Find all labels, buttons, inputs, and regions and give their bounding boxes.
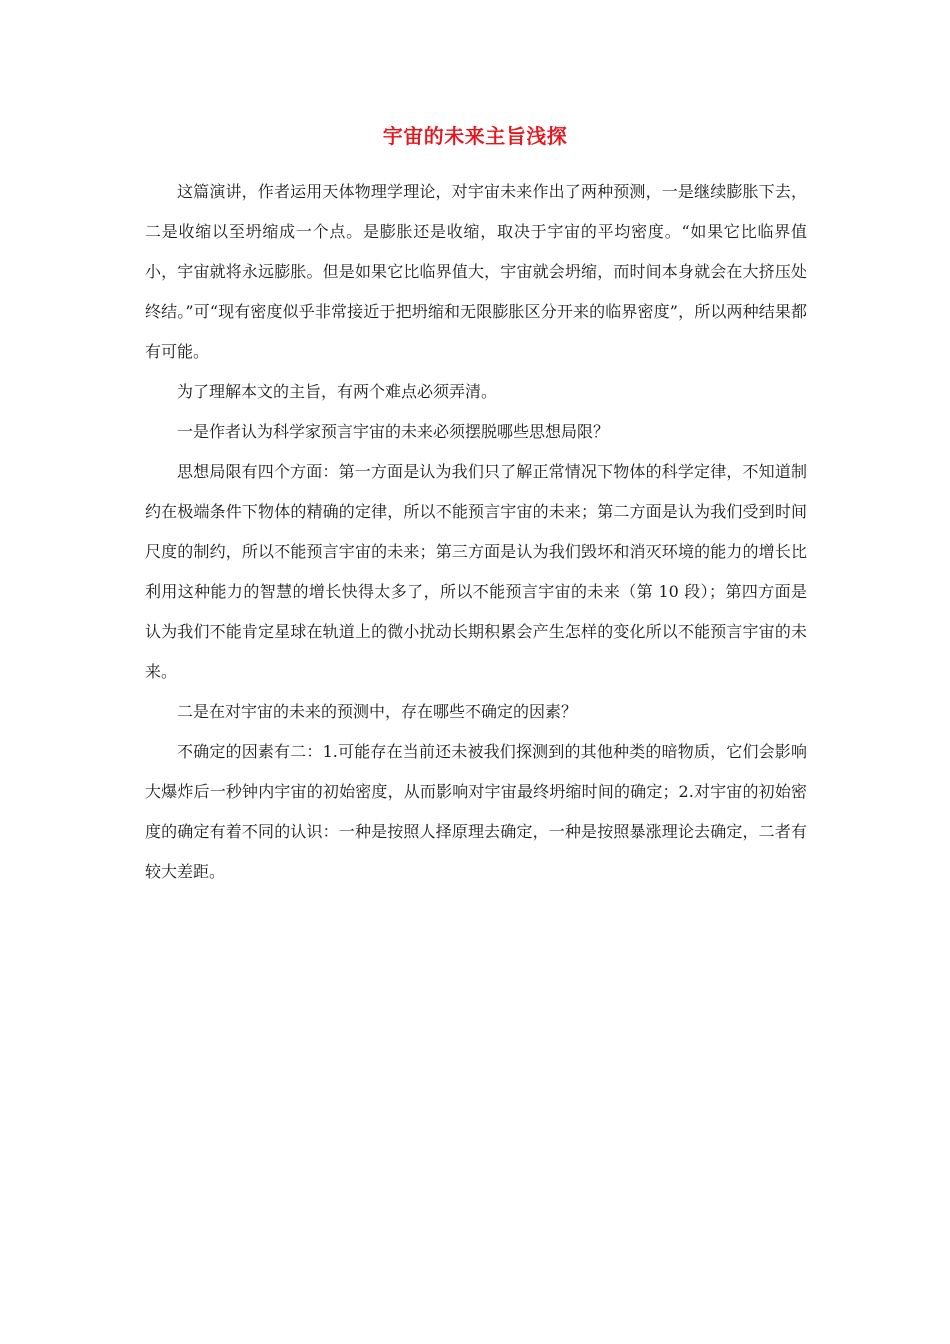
paragraph-intro: 这篇演讲，作者运用天体物理学理论，对宇宙未来作出了两种预测，一是继续膨胀下去，二是收缩以至坍缩成一个点。是膨胀还是收缩，取决于宇宙的平均密度。“如果它比临界值小，宇宙就将永远膨胀。但是如果它比临界值大，宇宙就会坍缩，而时间本身就会在大挤压处终结。”可“现有密度似乎非常接近于把坍缩和无限膨胀区分开来的临界密度”，所以两种结果都有可能。 (145, 182, 807, 361)
document-body (145, 172, 807, 892)
document-title: 宇宙的未来主旨浅探 (382, 124, 568, 148)
paragraph-difficulties: 为了理解本文的主旨，有两个难点必须弄清。 (177, 382, 498, 401)
paragraph-question-1: 一是作者认为科学家预言宇宙的未来必须摆脱哪些思想局限？ (177, 422, 610, 441)
paragraph-answer-1: 思想局限有四个方面：第一方面是认为我们只了解正常情况下物体的科学定律，不知道制约在极端条件下物体的精确的定律，所以不能预言宇宙的未来；第二方面是认为我们受到时间尺度的制约，所以不能预言宇宙的未来；第三方面是认为我们毁坏和消灭环境的能力的增长比利用这种能力的智慧的增长快得太多了，所以不能预言宇宙的未来（第 10 段）；第四方面是认为我们不能肯定星球在轨道上的微小扰动长期积累会产生怎样的变化所以不能预言宇宙的未来。 (145, 462, 807, 681)
paragraph-question-2: 二是在对宇宙的未来的预测中，存在哪些不确定的因素？ (177, 702, 578, 721)
paragraph-answer-2: 不确定的因素有二：1.可能存在当前还未被我们探测到的其他种类的暗物质，它们会影响大爆炸后一秒钟内宇宙的初始密度，从而影响对宇宙最终坍缩时间的确定；2.对宇宙的初始密度的确定有着不同的认识：一种是按照人择原理去确定，一种是按照暴涨理论去确定，二者有较大差距。 (145, 742, 807, 881)
